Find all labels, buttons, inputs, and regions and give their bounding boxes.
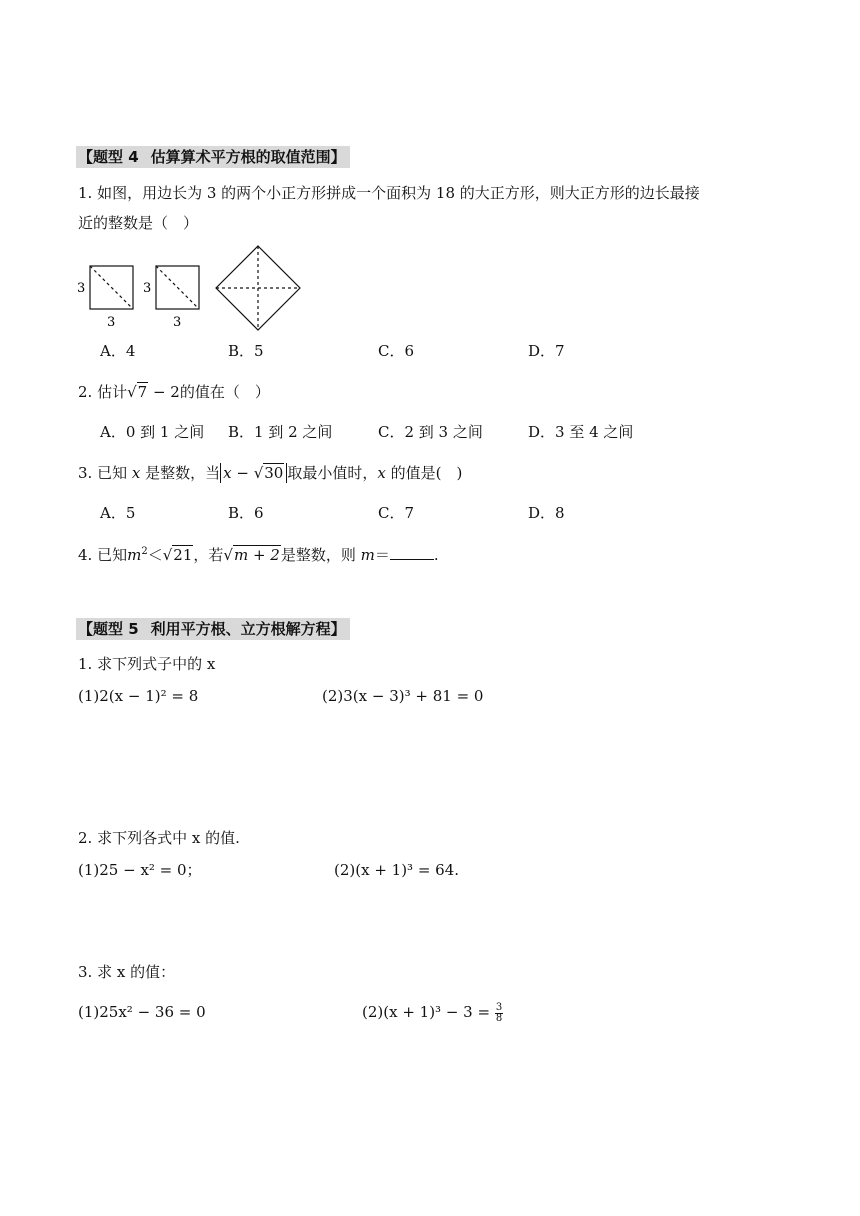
p3-part-b xyxy=(362,1000,503,1024)
q4-mid2: 是整数，则 xyxy=(280,546,361,564)
q4-exp: 2 xyxy=(141,546,148,557)
q3-abs-minus: − xyxy=(231,464,254,482)
p2-b-equation: (x + 1)³ = 64. xyxy=(355,861,460,879)
q4-lt: ＜ xyxy=(147,546,163,564)
p2-part-a xyxy=(78,860,202,880)
q2-option-b: B．1 到 2 之间 xyxy=(228,423,333,441)
p3-a-equation: 25x² − 36 = 0 xyxy=(99,1003,206,1021)
small-square-1-diagonal xyxy=(90,266,133,309)
q2-sqrt: √7 xyxy=(127,383,148,401)
q3-option-a: A．5 xyxy=(100,504,136,522)
square-2-side-label: 3 xyxy=(143,281,152,296)
q3-mid2: 取最小值时， xyxy=(287,464,378,482)
q2-after-root: − 2 xyxy=(148,383,180,401)
p2-b-label: (2) xyxy=(334,861,356,879)
q2-suffix: 的值在（ ） xyxy=(179,383,270,401)
q2-option-c: C．2 到 3 之间 xyxy=(378,423,483,441)
q4-answer-blank[interactable] xyxy=(390,545,434,560)
q4-sqrt-1: √21 xyxy=(162,546,193,564)
q4-m1: m xyxy=(127,546,142,564)
q3-var: x xyxy=(131,464,141,482)
small-square-2-diagonal xyxy=(156,266,199,309)
q3-absolute-value xyxy=(220,463,287,483)
q2-option-d: D．3 至 4 之间 xyxy=(528,423,634,441)
q4-radicand-2: m + 2 xyxy=(233,546,280,564)
q3-var2: x xyxy=(377,464,386,482)
q4-stem xyxy=(78,545,439,565)
q3-abs-var: x xyxy=(223,464,232,482)
square-1-side-label: 3 xyxy=(77,281,86,296)
section-5-heading xyxy=(76,618,350,640)
q1-option-b: B．5 xyxy=(228,342,264,360)
q4-radicand-1: 21 xyxy=(173,546,193,564)
q2-stem xyxy=(78,382,270,402)
q3-prefix: 3. 已知 xyxy=(78,464,132,482)
p3-a-label: (1) xyxy=(78,1003,100,1021)
q1-option-d: D．7 xyxy=(528,342,565,360)
q1-option-c: C．6 xyxy=(378,342,415,360)
q3-stem xyxy=(78,463,462,483)
p1-b-equation: 3(x − 3)³ + 81 = 0 xyxy=(343,687,484,705)
p1-part-a xyxy=(78,686,198,706)
p1-part-b xyxy=(322,686,483,706)
square-1-bottom-label: 3 xyxy=(107,315,116,330)
q1-line1: 1. 如图，用边长为 3 的两个小正方形拼成一个面积为 18 的大正方形，则大正方形的边长最接 xyxy=(78,184,700,202)
p2-a-equation: 25 − x² = 0； xyxy=(99,861,202,879)
square-2-bottom-label: 3 xyxy=(173,315,182,330)
p3-title: 3. 求 x 的值： xyxy=(78,963,176,981)
p3-frac-denominator: 8 xyxy=(495,1012,503,1024)
p2-title: 2. 求下列各式中 x 的值. xyxy=(78,829,240,847)
p3-b-label: (2) xyxy=(362,1003,384,1021)
q1-square-figure xyxy=(74,242,306,334)
q4-mid: ，若 xyxy=(193,546,224,564)
p3-b-equation: (x + 1)³ − 3 = xyxy=(383,1003,491,1021)
q4-prefix: 4. 已知 xyxy=(78,546,128,564)
section-5-heading-title: 利用平方根、立方根解方程】 xyxy=(150,620,346,638)
q2-prefix: 2. 估计 xyxy=(78,383,128,401)
q3-sqrt: √30 xyxy=(253,464,284,482)
q2-option-a: A．0 到 1 之间 xyxy=(100,423,205,441)
q3-option-d: D．8 xyxy=(528,504,565,522)
p2-a-label: (1) xyxy=(78,861,100,879)
p3-part-a xyxy=(78,1002,206,1022)
section-4-heading-prefix: 【题型 4 xyxy=(78,148,139,166)
p3-b-fraction xyxy=(495,1003,503,1024)
p1-b-label: (2) xyxy=(322,687,344,705)
section-4-heading xyxy=(76,146,350,168)
q2-radicand: 7 xyxy=(137,383,148,401)
q3-option-c: C．7 xyxy=(378,504,415,522)
q4-sqrt-2: √m + 2 xyxy=(223,546,280,564)
section-4-heading-title: 估算算术平方根的取值范围】 xyxy=(150,148,346,166)
q1-option-a: A．4 xyxy=(100,342,136,360)
p2-part-b xyxy=(334,860,459,880)
q4-eq: ＝ xyxy=(374,546,390,564)
q4-m2: m xyxy=(360,546,375,564)
q4-end: . xyxy=(433,546,439,564)
q3-suffix: 的值是( ) xyxy=(385,464,463,482)
q3-option-b: B．6 xyxy=(228,504,264,522)
q3-mid1: 是整数，当 xyxy=(140,464,221,482)
q3-radicand: 30 xyxy=(264,464,284,482)
section-5-heading-prefix: 【题型 5 xyxy=(78,620,139,638)
p1-a-equation: 2(x − 1)² = 8 xyxy=(99,687,199,705)
p3-frac-numerator: 3 xyxy=(495,1001,503,1013)
q1-line2: 近的整数是（ ） xyxy=(78,214,199,232)
p1-title: 1. 求下列式子中的 x xyxy=(78,655,216,673)
p1-a-label: (1) xyxy=(78,687,100,705)
